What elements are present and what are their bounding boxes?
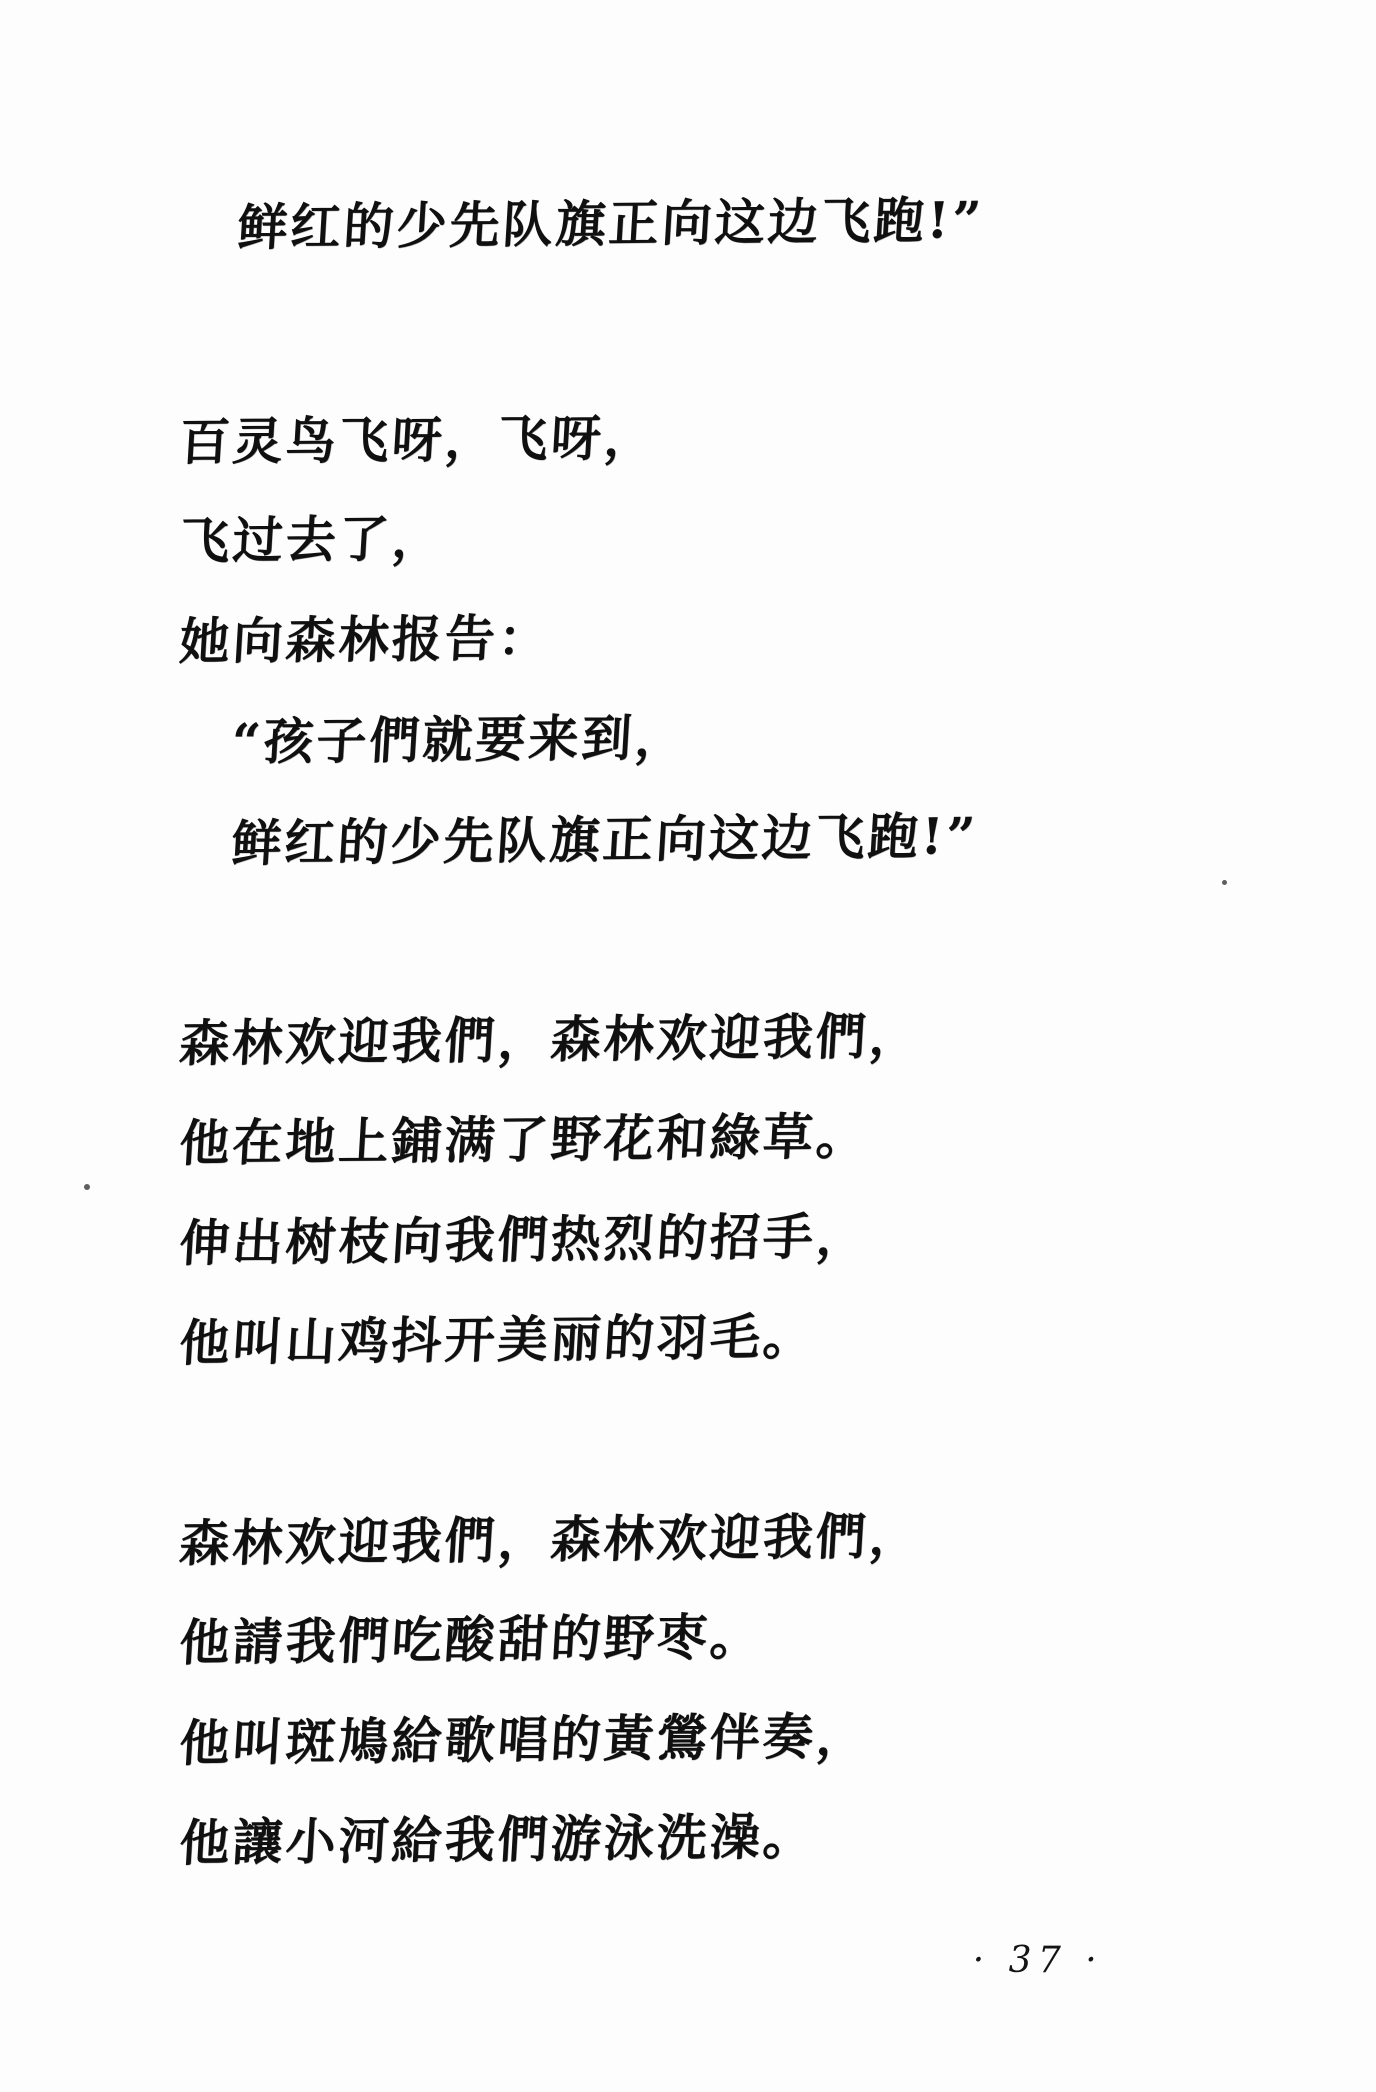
poem-line: 伸出树枝向我們热烈的招手， xyxy=(177,1206,871,1273)
page-number xyxy=(0,1940,1376,1981)
poem-line: 森林欢迎我們，森林欢迎我們， xyxy=(177,1506,924,1573)
page-number-text: · 37 · xyxy=(972,1940,1104,1981)
poem-line: 鲜红的少先队旗正向这边飞跑!” xyxy=(229,806,980,873)
poem-line: 飞过去了， xyxy=(177,508,447,571)
poem-line: 森林欢迎我們，森林欢迎我們， xyxy=(177,1006,924,1073)
poem-line: 他在地上鋪满了野花和綠草。 xyxy=(177,1106,871,1173)
poem-line: 他叫斑鳩給歌唱的黃鶯伴奏， xyxy=(177,1706,871,1773)
poem-line: 他叫山鸡抖开美丽的羽毛。 xyxy=(177,1306,818,1373)
poem-line: 他讓小河給我們游泳洗澡。 xyxy=(177,1806,818,1873)
ink-speck xyxy=(84,1184,90,1190)
poem-line: 他請我們吃酸甜的野枣。 xyxy=(177,1606,765,1673)
poem-line: 鲜红的少先队旗正向这边飞跑!” xyxy=(235,190,986,257)
poem-line: 百灵鸟飞呀，飞呀， xyxy=(177,407,659,472)
ink-speck xyxy=(1222,880,1227,885)
poem-line: “孩子們就要来到， xyxy=(229,707,690,772)
poem-line: 她向森林报告： xyxy=(177,608,553,671)
